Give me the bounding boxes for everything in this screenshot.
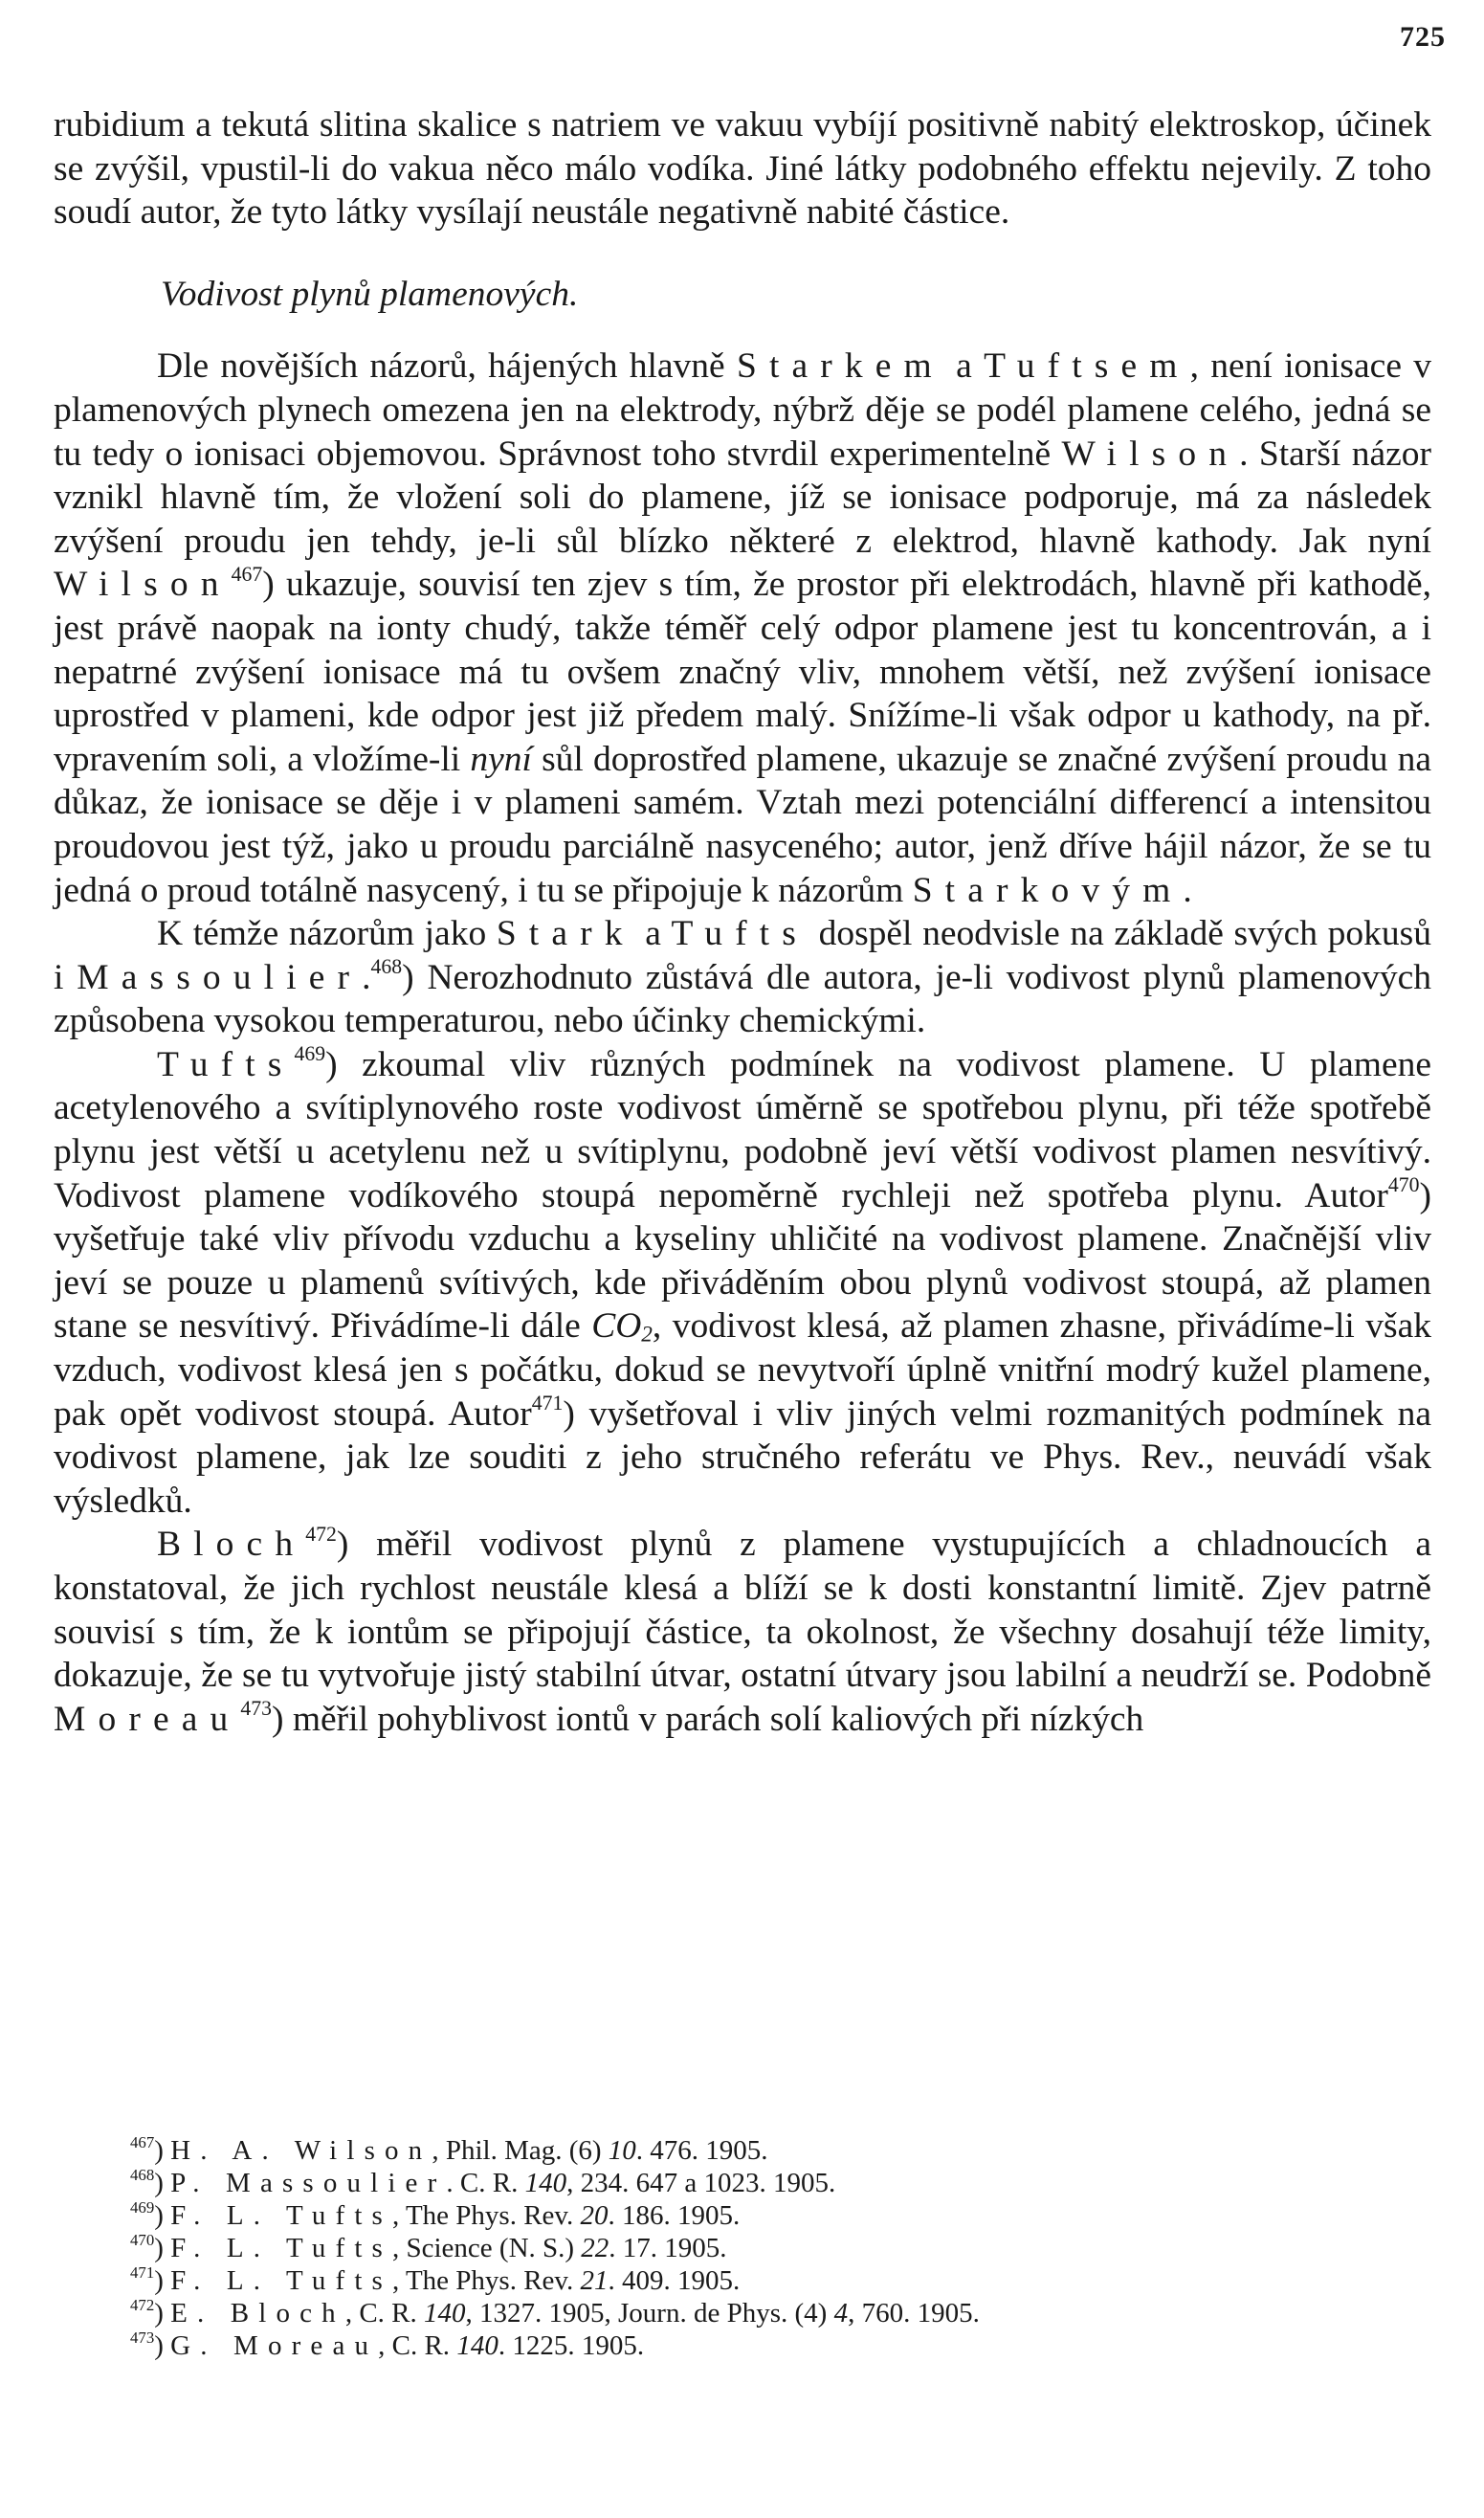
text-run: . xyxy=(1183,870,1192,910)
text-run: dospěl neodvisle na základě svých pokusů i xyxy=(54,914,1431,997)
text-run: ) vyšetřuje také vliv přívodu vzduchu a kyseliny uhličité na vodivost plamene. Značnější vliv jeví se pouze u plamenů svítivých, kde přiváděním obou plynů vodivost stoupá, až plamen stane se nesvítivý. Přivádíme-li dále xyxy=(54,1175,1431,1347)
footnote-ref: 467 xyxy=(231,562,263,586)
footnote: $^{471}$) F. L. Tufts, The Phys. Rev. 21. 409. 1905. xyxy=(130,2262,741,2296)
footnote-ref: 469 xyxy=(294,1042,326,1066)
text-run: ) zkoumal vliv různých podmínek na vodivost plamene. U plamene acetylenového a svítiplynového roste vodivost úměrně se spotřebou plynu, při téže spotřebě plynu jest větší u acetylenu než u svítiplynu, podobně jeví větší vodivost plamen nesvítivý. Vodivost plamene vodíkového stoupá nepoměrně rychleji než spotřeba plynu. Autor xyxy=(54,1044,1431,1215)
name-stark: Starkem xyxy=(736,346,944,387)
text-run: K témže názorům jako xyxy=(157,914,497,954)
footnote-ref: 473 xyxy=(240,1697,272,1721)
footnote: $^{467}$) H. A. Wilson, Phil. Mag. (6) 10. 476. 1905. xyxy=(130,2132,768,2166)
name-bloch: Bloch xyxy=(157,1525,306,1565)
section-heading: Vodivost plynů plamenových. xyxy=(161,274,579,314)
name-wilson: Wilson xyxy=(1061,434,1240,474)
name-stark: Stark xyxy=(496,914,635,954)
emphasis: nyní xyxy=(470,739,532,779)
name-wilson: Wilson xyxy=(54,565,232,605)
name-tufts: Tufts xyxy=(671,914,808,954)
name-tufts: Tuftsem xyxy=(984,346,1190,387)
name-massoulier: Massoulier xyxy=(77,957,363,997)
paragraph-tufts xyxy=(54,1043,1431,1524)
footnote-ref: 470 xyxy=(1387,1172,1420,1196)
paragraph-ionisation xyxy=(54,345,1431,912)
text-run: ) měřil pohyblivost iontů v parách solí kaliových při nízkých xyxy=(272,1699,1144,1739)
paragraph-bloch xyxy=(54,1523,1431,1741)
text-run: sůl doprostřed plamene, ukazuje se značné zvýšení proudu na důkaz, že ionisace se děje i v plameni samém. Vztah mezi potenciální differencí a intensitou proudovou jest týž, jako u proudu parciálně nasyceného; autor, jenž dříve hájil názor, že se tu jedná o proud totálně nasycený, i tu se připojuje k názorům xyxy=(54,739,1431,910)
footnotes xyxy=(130,2134,1431,2362)
page-body xyxy=(54,103,1431,1741)
formula-co2: $CO_2$ xyxy=(591,1306,653,1348)
footnote: $^{473}$) G. Moreau, C. R. 140. 1225. 1905. xyxy=(130,2328,645,2361)
footnote: $^{468}$) P. Massoulier. C. R. 140, 234. 647 a 1023. 1905. xyxy=(130,2165,836,2198)
continuation-paragraph: rubidium a tekutá slitina skalice s natriem ve vakuu vybíjí positivně nabitý elektroskop, účinek se zvýšil, vpustil-li do vakua něco málo vodíka. Jiné látky podobného effektu nejevily. Z toho soudí autor, že tyto látky vysílají neustále negativně nabité částice. xyxy=(54,105,1431,233)
text-run: a xyxy=(943,346,985,387)
text-run: Dle novějších názorů, hájených hlavně xyxy=(157,346,737,387)
footnote-ref: 468 xyxy=(370,955,403,979)
name-moreau: Moreau xyxy=(54,1699,241,1739)
text-run: . Starší názor vznikl hlavně tím, že vložení soli do plamene, jíž se ionisace podporuje, má za následek zvýšení proudu jen tehdy, je-li sůl blízko některé z elektrod, hlavně kathody. Jak nyní xyxy=(54,434,1431,561)
text-run: a xyxy=(634,914,672,954)
text-run: ) měřil vodivost plynů z plamene vystupujících a chladnoucích a konstatoval, že jich rychlost neustále klesá a blíží se k dosti konstantní limitě. Zjev patrně souvisí s tím, že k iontům se připojují částice, ta okolnost, že všechny dosahují téže limity, dokazuje, že se tu vytvořuje jistý stabilní útvar, ostatní útvary jsou labilní a neudrží se. Podobně xyxy=(54,1525,1431,1696)
text-run: . xyxy=(362,957,371,997)
footnote-ref: 471 xyxy=(531,1391,564,1415)
text-run: , není ionisace v plamenových plynech omezena jen na elektrody, nýbrž děje se podél plamene celého, jedná se tu tedy o ionisaci objemovou. Správnost toho stvrdil experimentelně xyxy=(54,346,1431,474)
footnote: $^{469}$) F. L. Tufts, The Phys. Rev. 20. 186. 1905. xyxy=(130,2197,741,2231)
name-stark: Starkovým xyxy=(912,870,1184,910)
text-run: ) ukazuje, souvisí ten zjev s tím, že prostor při elektrodách, hlavně při kathodě, jest právě naopak na ionty chudý, takže téměř celý odpor plamene jest tu koncentrován, a i nepatrné zvýšení ionisace má tu ovšem značný vliv, mnohem větší, než zvýšení ionisace uprostřed v plameni, kde odpor jest již předem malý. Snížíme-li však odpor u kathody, na př. vpravením soli, a vložíme-li xyxy=(54,565,1431,779)
paragraph-massoulier xyxy=(54,912,1431,1043)
footnote: $^{470}$) F. L. Tufts, Science (N. S.) 22. 17. 1905. xyxy=(130,2230,727,2263)
text-run: , vodivost klesá, až plamen zhasne, přivádíme-li však vzduch, vodivost klesá jen s počátku, dokud se nevytvoří úplně vnitřní modrý kužel plamene, pak opět vodivost stoupá. Autor xyxy=(54,1306,1431,1434)
page-number: 725 xyxy=(1400,21,1446,53)
footnote: $^{472}$) E. Bloch, C. R. 140, 1327. 1905, Journ. de Phys. (4) 4, 760. 1905. xyxy=(130,2295,980,2329)
text-run: ) vyšetřoval i vliv jiných velmi rozmanitých podmínek na vodivost plamene, jak lze souditi z jeho stručného referátu ve Phys. Rev., neuvádí však výsledků. xyxy=(54,1393,1431,1521)
name-tufts: Tufts xyxy=(157,1044,295,1084)
text-run: ) Nerozhodnuto zůstává dle autora, je-li vodivost plynů plamenových způsobena vysokou temperaturou, nebo účinky chemickými. xyxy=(54,957,1431,1041)
footnote-ref: 472 xyxy=(305,1522,337,1546)
